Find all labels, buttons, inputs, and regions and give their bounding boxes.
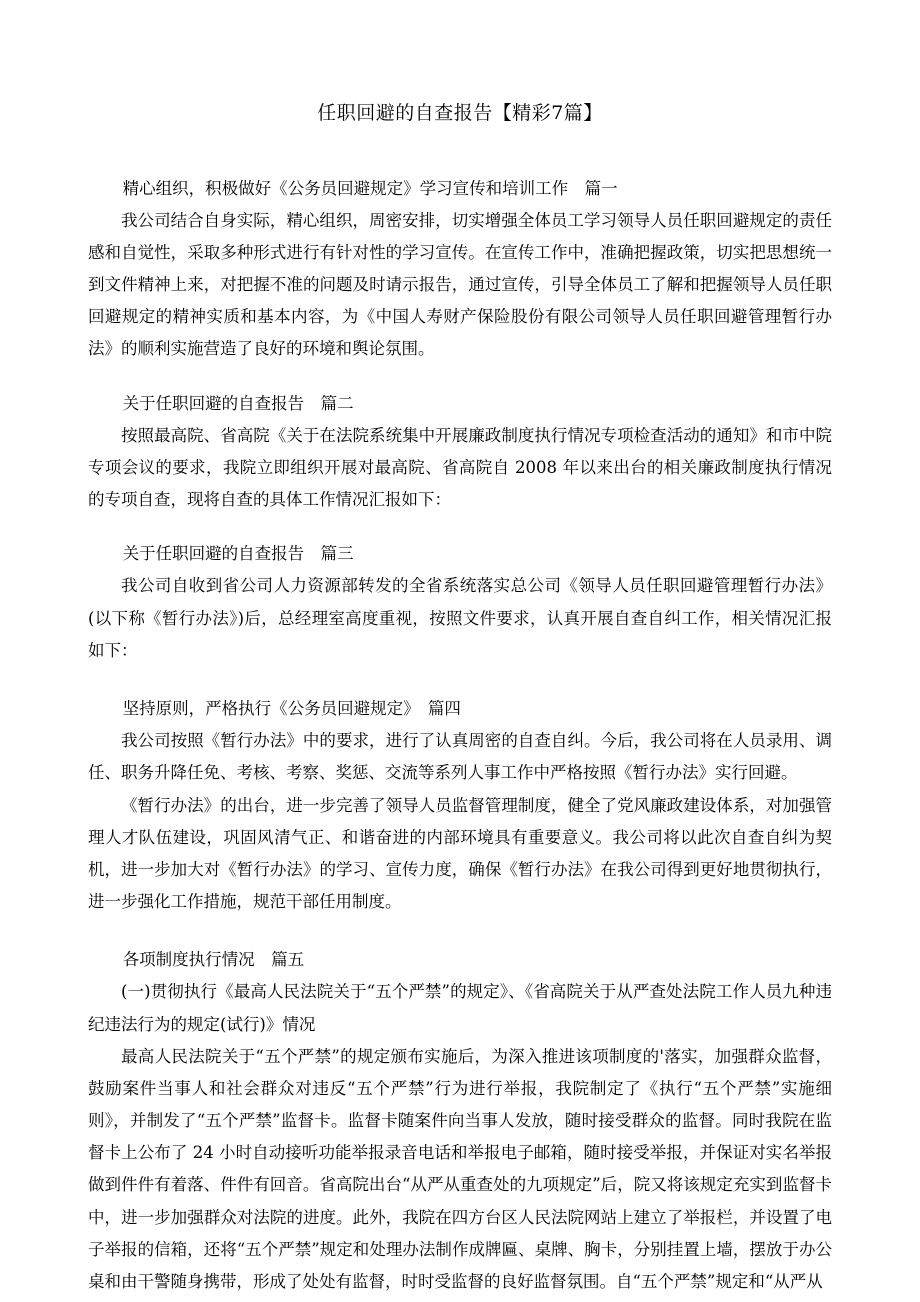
section-paragraph: 我公司结合自身实际，精心组织，周密安排，切实增强全体员工学习领导人员任职回避规定的责任感和自觉性，采取多种形式进行有针对性的学习宣传。在宣传工作中，准确把握政策，切实把思想统一到文件精神上来，对把握不准的问题及时请示报告，通过宣传，引导全体员工了解和把握领导人员任职回避规定的精神实质和基本内容，为《中国人寿财产保险股份有限公司领导人员任职回避管理暂行办法》的顺利实施营造了良好的环境和舆论氛围。 [88,210,832,359]
page-title: 任职回避的自查报告【精彩7篇】 [317,102,603,124]
section-heading: 关于任职回避的自查报告 篇二 [122,393,354,413]
section-heading: 关于任职回避的自查报告 篇三 [122,544,354,564]
section-paragraph: 我公司按照《暂行办法》中的要求，进行了认真周密的自查自纠。今后，我公司将在人员录用、调任、职务升降任免、考核、考察、奖惩、交流等系列人事工作中严格按照《暂行办法》实行回避。 [88,731,832,783]
section-spacer [88,667,832,693]
section-1 [88,173,832,366]
section-paragraph: (一)贯彻执行《最高人民法院关于“五个严禁”的规定》、《省高院关于从严查处法院工作人员九种违纪违法行为的规定(试行)》情况 [88,982,832,1034]
section-paragraph: 最高人民法院关于“五个严禁”的规定颁布实施后，为深入推进该项制度的'落实，加强群众监督，鼓励案件当事人和社会群众对违反“五个严禁”行为进行举报，我院制定了《执行“五个严禁”实施细则》，并制发了“五个严禁”监督卡。监督卡随案件向当事人发放，随时接受群众的监督。同时我院在监督卡上公布了 24 小时自动接听功能举报录音电话和举报电子邮箱，随时接受举报，并保证对实名举报做到件件有着落、件件有回音。省高院出台“从严从重查处的九项规定”后，院又将该规定充实到监督卡中，进一步加强群众对法院的进度。此外，我院在四方台区人民法院网站上建立了举报栏，并设置了电子举报的信箱，还将“五个严禁”规定和处理办法制作成牌匾、桌牌、胸卡，分别挂置上墙，摆放于办公桌和由干警随身携带，形成了处处有监督，时时受监督的良好监督氛围。自“五个严禁”规定和“从严从 [88,1046,832,1291]
section-heading: 精心组织，积极做好《公务员回避规定》学习宣传和培训工作 篇一 [122,178,618,198]
section-paragraph: 按照最高院、省高院《关于在法院系统集中开展廉政制度执行情况专项检查活动的通知》和市中院专项会议的要求，我院立即组织开展对最高院、省高院自 2008 年以来出台的相关廉政制度执行情况的专项自查，现将自查的具体工作情况汇报如下： [88,425,832,510]
section-4 [88,693,832,918]
section-spacer [88,918,832,944]
section-5 [88,944,832,1298]
section-spacer [88,516,832,538]
section-paragraph: 《暂行办法》的出台，进一步完善了领导人员监督管理制度，健全了党风廉政建设体系，对加强管理人才队伍建设，巩固风清气正、和谐奋进的内部环境具有重要意义。我公司将以此次自查自纠为契机，进一步加大对《暂行办法》的学习、宣传力度，确保《暂行办法》在我公司得到更好地贯彻执行，进一步强化工作措施，规范干部任用制度。 [88,795,832,912]
section-spacer [88,366,832,388]
section-2 [88,388,832,517]
section-3 [88,538,832,667]
section-heading: 各项制度执行情况 篇五 [122,950,305,970]
section-heading: 坚持原则，严格执行《公务员回避规定》 篇四 [122,699,461,718]
section-paragraph: 我公司自收到省公司人力资源部转发的全省系统落实总公司《领导人员任职回避管理暂行办法》(以下称《暂行办法》)后，总经理室高度重视，按照文件要求，认真开展自查自纠工作，相关情况汇报如下： [88,576,832,660]
